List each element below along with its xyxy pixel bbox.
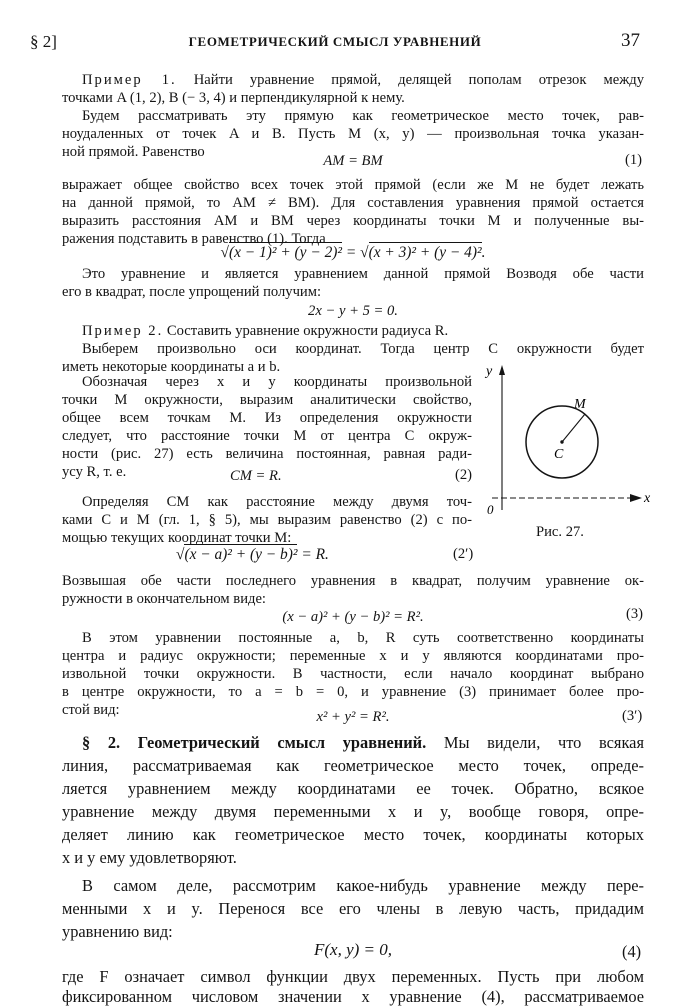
header-section: § 2]	[30, 32, 57, 51]
example1-line-6: выражает общее свойство всех точек этой прямой (если же M не будет лежать	[62, 177, 644, 193]
equation-4-number: (4)	[622, 942, 642, 961]
equation-1-number: (1)	[625, 152, 643, 168]
example2-line-6: общее всем точкам M. Из определения окружности	[62, 410, 472, 426]
example2-line-14: ружности в окончательном виде:	[62, 591, 266, 607]
equation-3: (x − a)² + (y − b)² = R².	[282, 609, 424, 625]
equation-line: 2x − y + 5 = 0.	[308, 303, 398, 319]
section2-line-7: В самом деле, рассмотрим какое-нибудь уравнение между пере-	[82, 876, 644, 895]
example1-line-10: Это уравнение и является уравнением данной прямой Возводя обе части	[82, 266, 644, 282]
example2-line-1: Пример 2. Составить уравнение окружности радиуса R.	[82, 323, 449, 339]
example2-line-11: ками C и M (гл. 1, § 5), мы выразим равенство (2) с по-	[62, 512, 472, 528]
example2-line-15: В этом уравнении постоянные a, b, R суть соответственно координаты	[82, 630, 644, 646]
example1-line-8: выразить расстояния AM и BM через координаты точки M и полученные вы-	[62, 213, 644, 229]
equation-1: AM = BM	[323, 153, 383, 169]
running-header	[30, 32, 640, 54]
example2-line-5: точки M окружности, выразим аналитически свойство,	[62, 392, 472, 408]
figure-27	[482, 362, 652, 547]
example2-line-2: Выберем произвольно оси координат. Тогда центр C окружности будет	[82, 341, 644, 357]
example2-line-9: усу R, т. е.	[62, 464, 127, 480]
example1-line-4: ноудаленных от точек A и B. Пусть M (x, y) — произвольная точка указан-	[62, 126, 644, 142]
x-axis-arrow	[630, 494, 642, 502]
section2-line-2: линия, рассматриваемая как геометрическое место точек, опреде-	[62, 756, 644, 775]
example2-line-10: Определяя CM как расстояние между двумя точ-	[82, 494, 472, 510]
section2-line-8: менными x и y. Перенося все его члены в левую часть, придадим	[62, 899, 644, 918]
axis-y-label: y	[486, 364, 493, 379]
section2-line-10: где F означает символ функции двух переменных. Пусть при любом	[62, 967, 644, 986]
example1-line-2: точками A (1, 2), B (− 3, 4) и перпендикулярной к нему.	[62, 90, 405, 106]
example1-line-5: ной прямой. Равенство	[62, 144, 205, 160]
equation-3-prime-number: (3′)	[622, 708, 643, 724]
section2-line-11: фиксированном числовом значении x уравнение (4), рассматриваемое	[62, 987, 644, 1006]
equation-2-number: (2)	[455, 467, 473, 483]
origin-label: 0	[487, 502, 494, 517]
example2-line-13: Возвышая обе части последнего уравнения в квадрат, получим уравнение ок-	[62, 573, 644, 589]
page-number: 37	[621, 30, 640, 51]
example1-line-11: его в квадрат, после упрощений получим:	[62, 284, 322, 300]
example2-line-19: стой вид:	[62, 702, 120, 718]
equation-2-prime-number: (2′)	[453, 546, 474, 562]
example2-line-7: следует, что расстояние точки M от центра C окруж-	[62, 428, 472, 444]
example1-line-7: на данной прямой, то AM ≠ BM). Для составления уравнения прямой остается	[62, 195, 644, 211]
axis-x-label: x	[644, 491, 651, 506]
equation-4: F(x, y) = 0,	[313, 940, 393, 959]
section2-line-6: x и y ему удовлетворяют.	[62, 848, 237, 867]
example2-line-3: иметь некоторые координаты a и b.	[62, 359, 281, 375]
example2-line-16: центра и радиус окружности; переменные x и y являются координатами про-	[62, 648, 644, 664]
section2-line-4: уравнение между двумя переменными x и y, вообще говоря, опре-	[62, 802, 644, 821]
equation-2: CM = R.	[230, 468, 282, 484]
point-m-label: M	[574, 397, 586, 412]
example2-line-18: в центре окружности, то a = b = 0, и уравнение (3) принимает более про-	[62, 684, 644, 700]
equation-3-prime: x² + y² = R².	[316, 709, 390, 725]
example2-line-4: Обозначая через x и y координаты произвольной	[82, 374, 472, 390]
example1-line-9: ражения подставить в равенство (1). Тогда	[62, 231, 326, 247]
example2-line-12: мощью текущих координат точки M:	[62, 530, 292, 546]
equation-2-prime: √(x − a)² + (y − b)² = R.	[176, 546, 329, 563]
point-c-label: C	[554, 447, 564, 462]
example2-line-8: ности (рис. 27) есть величина постоянная, равная ради-	[62, 446, 472, 462]
example1-line-1: Пример 1. Найти уравнение прямой, делящей пополам отрезок между	[82, 72, 645, 88]
equation-3-number: (3)	[626, 606, 644, 622]
header-title: ГЕОМЕТРИЧЕСКИЙ СМЫСЛ УРАВНЕНИЙ	[188, 34, 482, 49]
section2-line-1: § 2. Геометрический смысл уравнений. Мы видели, что всякая	[82, 733, 644, 752]
y-axis-arrow	[499, 365, 505, 375]
figure-caption: Рис. 27.	[536, 524, 584, 540]
section2-line-3: ляется уравнением между координатами ее точек. Обратно, всякое	[62, 779, 644, 798]
section2-line-5: деляет линию как геометрическое место точек, координаты которых	[62, 825, 644, 844]
section2-line-9: уравнению вид:	[62, 922, 173, 941]
section-heading: § 2. Геометрический смысл уравнений.	[82, 733, 427, 752]
radius	[562, 414, 585, 442]
equation-sqrt: √(x − 1)² + (y − 2)² = √(x + 3)² + (y − 4)².	[220, 244, 486, 261]
example1-line-3: Будем рассматривать эту прямую как геометрическое место точек, рав-	[82, 108, 644, 124]
center-point	[560, 440, 563, 443]
example2-line-17: извольной точки окружности. В частности, если начало координат выбрано	[62, 666, 644, 682]
